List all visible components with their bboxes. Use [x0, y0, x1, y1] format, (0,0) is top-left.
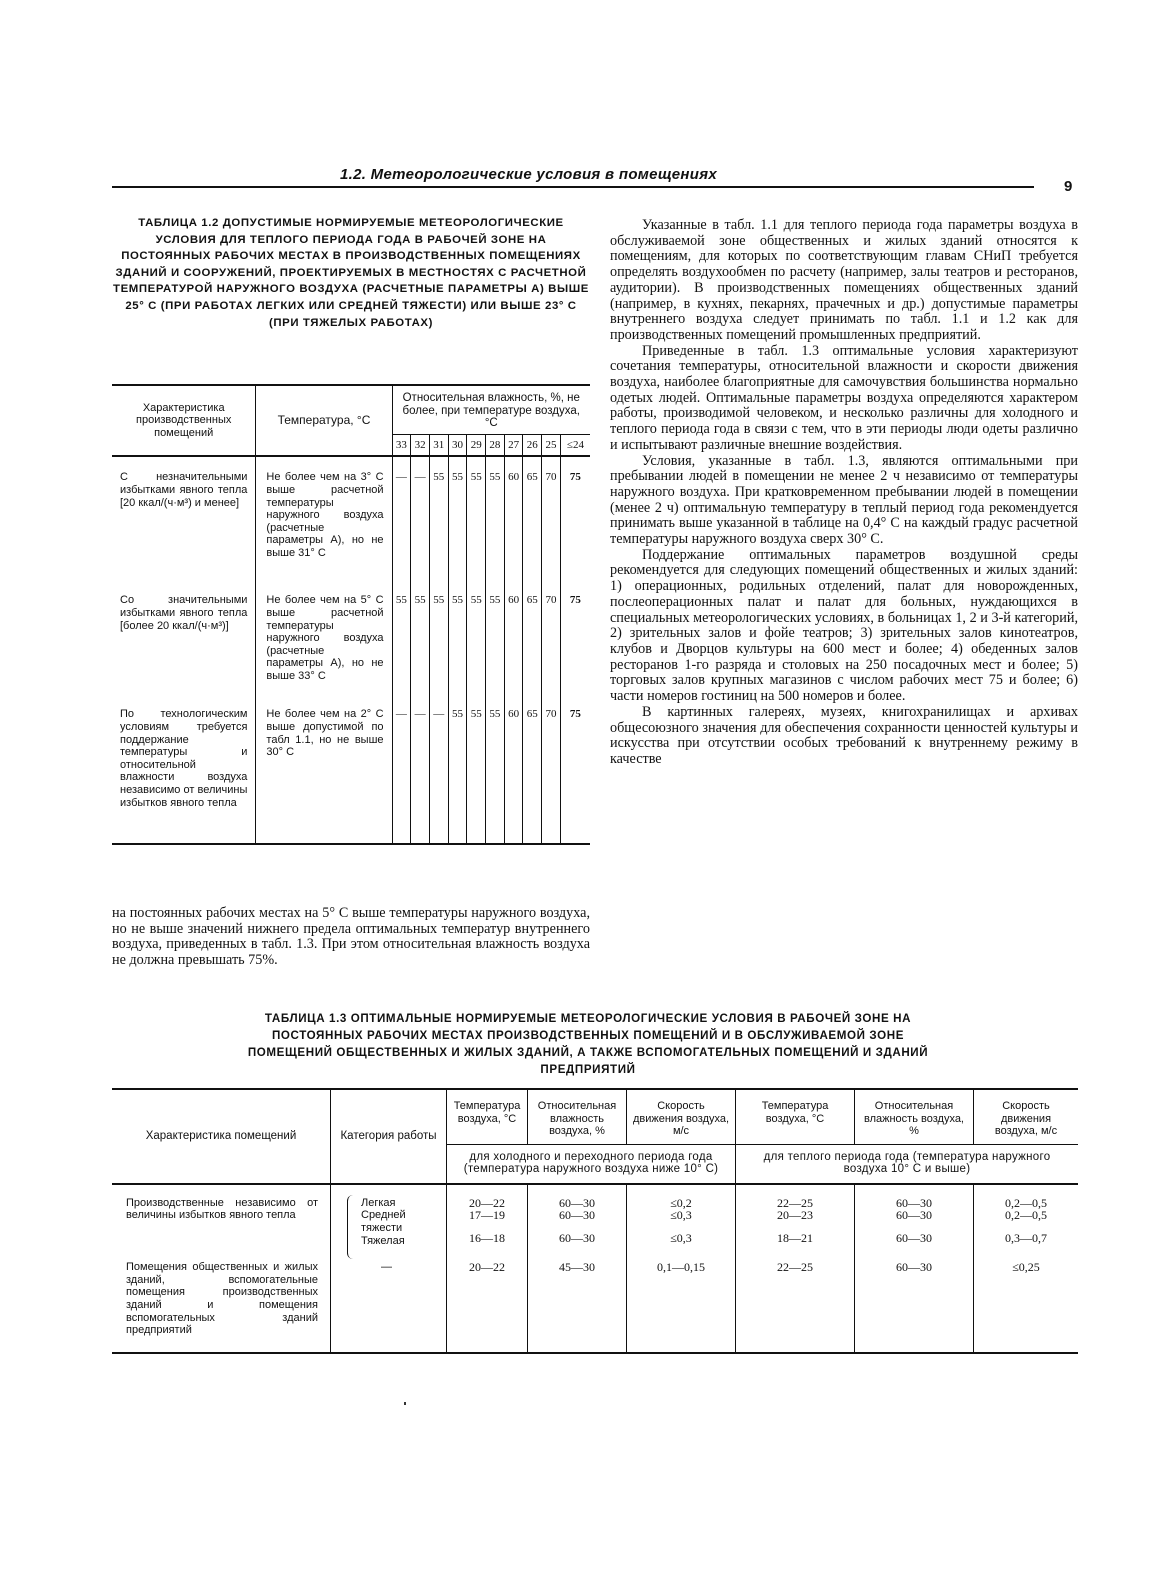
t13-row1-warm-temp — [736, 1184, 855, 1253]
cell: 60—30 — [559, 1195, 595, 1210]
t13-header-category: Категория работы — [331, 1089, 447, 1184]
cell: 55 — [429, 580, 448, 694]
t13-row1-cold-speed — [627, 1184, 736, 1253]
cell: — — [411, 456, 430, 580]
table-row — [112, 456, 590, 580]
t13-header-cold-speed: Скорость движения воздуха, м/с — [627, 1089, 736, 1144]
cell: 70 — [542, 694, 561, 844]
cell: 55 — [429, 456, 448, 580]
cell: 55 — [467, 580, 486, 694]
cell: ≤0,2 — [670, 1195, 692, 1210]
table-row — [112, 1184, 1078, 1253]
t13-row1-categories — [331, 1184, 447, 1253]
cell: 70 — [542, 456, 561, 580]
t12-row2-characteristic: Со значительными избытками явного тепла [более 20 ккал/(ч·м³)] — [112, 580, 256, 694]
cell: 60 — [504, 456, 523, 580]
cell: 70 — [542, 580, 561, 694]
cell: 55 — [411, 580, 430, 694]
t12-col-31: 31 — [429, 434, 448, 456]
t12-header-humidity: Относительная влажность, %, не более, при температуре воздуха, °С — [392, 385, 590, 434]
cell: 60—30 — [896, 1230, 932, 1245]
t12-header-temperature: Температура, °С — [256, 385, 392, 456]
t13-row2-warm-speed: ≤0,25 — [974, 1253, 1079, 1353]
t13-header-warm-temp: Температура воздуха, °С — [736, 1089, 855, 1144]
running-title: 1.2. Метеорологические условия в помещениях — [340, 166, 718, 183]
t12-row1-characteristic: С незначительными избытками явного тепла [20 ккал/(ч·м³) и менее] — [112, 456, 256, 580]
page-number: 9 — [1064, 178, 1073, 195]
cell: 55 — [467, 456, 486, 580]
t13-header-warm-period: для теплого периода года (температура наружного воздуха 10° С и выше) — [736, 1144, 1079, 1184]
paragraph: Указанные в табл. 1.1 для теплого периода года параметры воздуха в обслуживаемой зоне общественных и жилых зданий относятся к помещениям, для которых по соответствующим главам СНиП требуется определять воздухообмен по расчету (например, залы театров и ресторанов, аудитории). В производственных помещениях общественных зданий (например, в кухнях, пекарнях, прачечных и др.) допустимые параметры внутреннего воздуха следует принимать по табл. 1.1 и 1.2 как для производственных помещений промышленных предприятий. — [610, 217, 1078, 343]
t12-col-28: 28 — [486, 434, 505, 456]
t13-header-warm-humidity: Относительная влажность воздуха, % — [855, 1089, 974, 1144]
t13-row1-cold-humidity — [528, 1184, 627, 1253]
cell: 75 — [569, 471, 581, 484]
category-label: Средней тяжести — [361, 1209, 406, 1234]
table-row — [112, 1253, 1078, 1353]
t13-row2-cold-humidity: 45—30 — [528, 1253, 627, 1353]
category-label: Тяжелая — [361, 1234, 405, 1247]
cell: 75 — [560, 694, 590, 844]
cell: — — [429, 694, 448, 844]
cell: 65 — [523, 580, 542, 694]
t13-row1-cold-temp — [447, 1184, 528, 1253]
table-row — [112, 694, 590, 844]
t13-row1-characteristic: Производственные независимо от величины избытков явного тепла — [112, 1184, 331, 1253]
cell: 55 — [486, 456, 505, 580]
cell: 17—19 — [469, 1208, 505, 1223]
cell: — — [392, 694, 411, 844]
t12-col-32: 32 — [411, 434, 430, 456]
t12-col-25: 25 — [542, 434, 561, 456]
paragraph: Приведенные в табл. 1.3 оптимальные условия характеризуют сочетания температуры, относительной влажности и скорости движения воздуха, наиболее благоприятные для самочувствия большинства нормально одетых людей. Оптимальные параметры воздуха определяются характером работы, производимой человеком, и несколько различны для холодного и теплого периода года в связи с тем, что в эти периоды люди одеты различно и испытывают различные внешние воздействия. — [610, 342, 1078, 453]
cell: 60 — [504, 694, 523, 844]
table-1-3 — [112, 1088, 1078, 1354]
t13-header-cold-temp: Температура воздуха, °С — [447, 1089, 528, 1144]
t12-col-30: 30 — [448, 434, 467, 456]
cell: 60 — [504, 580, 523, 694]
cell: 65 — [523, 694, 542, 844]
cell: — — [392, 456, 411, 580]
cell: 60—30 — [896, 1195, 932, 1210]
cell: 55 — [448, 580, 467, 694]
cell: 60—30 — [559, 1230, 595, 1245]
t13-header-cold-humidity: Относительная влажность воздуха, % — [528, 1089, 627, 1144]
t13-row1-warm-speed — [974, 1184, 1079, 1253]
t12-col-24: ≤24 — [560, 434, 590, 456]
cell: 75 — [569, 594, 581, 607]
t13-header-cold-period: для холодного и переходного периода года (температура наружного воздуха ниже 10° С) — [447, 1144, 736, 1184]
print-mark — [404, 1402, 406, 1405]
t13-row2-cold-speed: 0,1—0,15 — [627, 1253, 736, 1353]
t13-header-characteristic: Характеристика помещений — [112, 1089, 331, 1184]
cell: 18—21 — [777, 1230, 813, 1245]
brace-icon — [347, 1195, 354, 1259]
cell: 55 — [467, 694, 486, 844]
t12-row2-temperature: Не более чем на 5° С выше расчетной температуры наружного воздуха (расчетные параметры А), но не выше 33° С — [256, 580, 392, 694]
t13-header-warm-speed: Скорость движения воздуха, м/с — [974, 1089, 1079, 1144]
table-row — [112, 580, 590, 694]
t12-row3-temperature: Не более чем на 2° С выше допустимой по табл 1.1, но не выше 30° С — [256, 694, 392, 844]
cell: 60—30 — [559, 1208, 595, 1223]
table-1-2-caption: ТАБЛИЦА 1.2 ДОПУСТИМЫЕ НОРМИРУЕМЫЕ МЕТЕОРОЛОГИЧЕСКИЕ УСЛОВИЯ ДЛЯ ТЕПЛОГО ПЕРИОДА ГОДА В РАБОЧЕЙ ЗОНЕ НА ПОСТОЯННЫХ РАБОЧИХ МЕСТАХ В ПРОИЗВОДСТВЕННЫХ ПОМЕЩЕНИЯХ ЗДАНИЙ И СООРУЖЕНИЙ, ПРОЕКТИРУЕМЫХ В МЕСТНОСТЯХ С РАСЧЕТНОЙ ТЕМПЕРАТУРОЙ НАРУЖНОГО ВОЗДУХА (РАСЧЕТНЫЕ ПАРАМЕТРЫ А) ВЫШЕ 25° С (ПРИ РАБОТАХ ЛЕГКИХ ИЛИ СРЕДНЕЙ ТЯЖЕСТИ) ИЛИ ВЫШЕ 23° С (ПРИ ТЯЖЕЛЫХ РАБОТАХ) — [113, 217, 589, 329]
cell: 55 — [392, 580, 411, 694]
cell: 20—23 — [777, 1208, 813, 1223]
t12-col-27: 27 — [504, 434, 523, 456]
t12-col-29: 29 — [467, 434, 486, 456]
t12-col-33: 33 — [392, 434, 411, 456]
paragraph: на постоянных рабочих местах на 5° С выше температуры наружного воздуха, но не выше значений нижнего предела оптимальных температур внутреннего воздуха, приведенных в табл. 1.3. При этом относительная влажность воздуха не должна превышать 75%. — [112, 905, 590, 969]
t13-row2-characteristic: Помещения общественных и жилых зданий, вспомогательные помещения производственных зданий и помещения вспомогательных зданий предприятий — [112, 1253, 331, 1353]
cell: 0,3—0,7 — [1005, 1230, 1047, 1245]
cell: 60—30 — [896, 1208, 932, 1223]
cell: 20—22 — [469, 1195, 505, 1210]
cell: — — [411, 694, 430, 844]
paragraph: Поддержание оптимальных параметров воздушной среды рекомендуется для следующих помещений общественных и жилых зданий: 1) операционных, родильных отделений, палат для новорожденных, послеоперационных палат и палат для больных, нуждающихся в специальных метеорологических условиях, в больницах 1, 2 и 3-й категорий, 2) зрительных залов и фойе театров; 3) зрительных залов кинотеатров, клубов и Дворцов культуры на 600 мест и более; 4) обеденных залов ресторанов 1-го разряда и столовых на 250 посадочных мест и более; 5) торговых залов крупных магазинов с числом рабочих мест 75 и более; 6) части номеров гостиниц на 500 номеров и более. — [610, 546, 1078, 705]
cell: 55 — [486, 694, 505, 844]
t13-row2-category: — — [331, 1253, 447, 1353]
cell: 0,2—0,5 — [1005, 1208, 1047, 1223]
cell: ≤0,3 — [670, 1208, 692, 1223]
right-column-text — [610, 218, 1078, 768]
t12-row1-temperature: Не более чем на 3° С выше расчетной температуры наружного воздуха (расчетные параметры А), но не выше 31° С — [256, 456, 392, 580]
t13-row2-warm-temp: 22—25 — [736, 1253, 855, 1353]
t12-row3-characteristic: По технологическим условиям требуется поддержание температуры и относительной влажности воздуха независимо от величины избытков явного тепла — [112, 694, 256, 844]
header-rule — [112, 186, 1034, 188]
cell: 55 — [448, 456, 467, 580]
cell: ≤0,3 — [670, 1230, 692, 1245]
t13-row2-cold-temp: 20—22 — [447, 1253, 528, 1353]
t12-col-26: 26 — [523, 434, 542, 456]
left-column-text — [112, 906, 590, 969]
cell: 16—18 — [469, 1230, 505, 1245]
cell: 55 — [448, 694, 467, 844]
t13-row2-warm-humidity: 60—30 — [855, 1253, 974, 1353]
t13-row1-warm-humidity — [855, 1184, 974, 1253]
cell: 55 — [486, 580, 505, 694]
table-1-2 — [112, 384, 590, 845]
paragraph: Условия, указанные в табл. 1.3, являются оптимальными при пребывании людей в помещении не менее 2 ч независимо от температуры наружного воздуха. При кратковременном пребывании людей в помещении (менее 2 ч) оптимальную температуру в теплый период года рекомендуется принимать выше указанной в таблице на 0,4° С на каждый градус расчетной температуры наружного воздуха сверх 30° С. — [610, 452, 1078, 548]
t12-header-characteristic: Характеристика производственных помещений — [112, 385, 256, 456]
cell: 65 — [523, 456, 542, 580]
table-1-3-caption: ТАБЛИЦА 1.3 ОПТИМАЛЬНЫЕ НОРМИРУЕМЫЕ МЕТЕОРОЛОГИЧЕСКИЕ УСЛОВИЯ В РАБОЧЕЙ ЗОНЕ НА ПОСТОЯННЫХ РАБОЧИХ МЕСТАХ ПРОИЗВОДСТВЕННЫХ ПОМЕЩЕНИЙ И В ОБСЛУЖИВАЕМОЙ ЗОНЕ ПОМЕЩЕНИЙ ОБЩЕСТВЕННЫХ И ЖИЛЫХ ЗДАНИЙ, А ТАКЖЕ ВСПОМОГАТЕЛЬНЫХ ПОМЕЩЕНИЙ И ЗДАНИЙ ПРЕДПРИЯТИЙ — [247, 1012, 929, 1076]
category-label: Легкая — [361, 1196, 396, 1209]
cell: 22—25 — [777, 1195, 813, 1210]
paragraph: В картинных галереях, музеях, книгохранилищах и архивах общесоюзного значения для обеспечения сохранности ценностей культуры и искусства при отсутствии особых требований к внутреннему режиму в качестве — [610, 703, 1078, 767]
cell: 0,2—0,5 — [1005, 1195, 1047, 1210]
